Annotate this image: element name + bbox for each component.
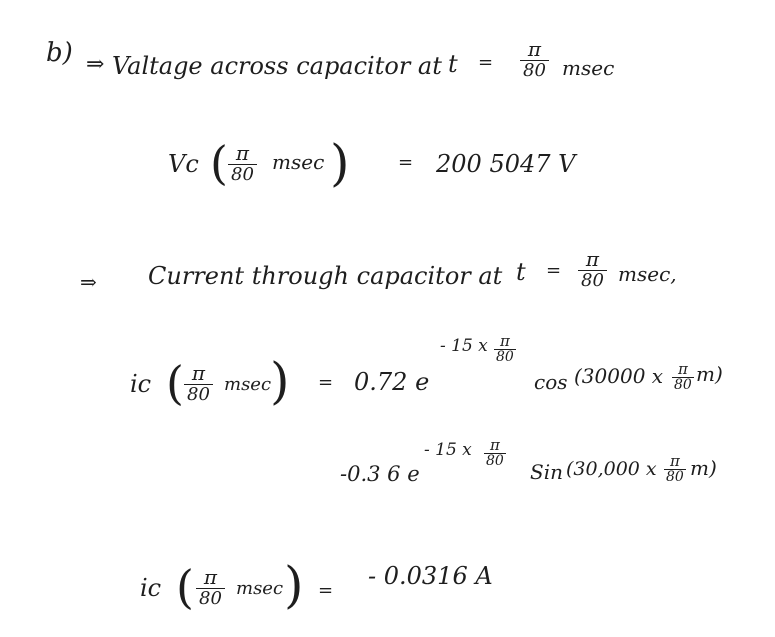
time-fraction [578,248,607,291]
sin-coefficient: -0.3 6 e [340,462,420,486]
voltage-heading-text: Valtage across capacitor at [112,52,442,80]
fraction-numerator: π [677,360,688,378]
fraction-numerator: π [191,361,206,385]
fraction-numerator: π [203,565,218,589]
exponent-fraction [494,334,516,364]
fraction-denominator: 80 [674,377,692,393]
exponent-prefix: - 15 x [424,440,472,460]
open-paren: ( [166,356,184,410]
fraction-denominator: 80 [666,469,684,485]
fraction-numerator: π [669,452,680,470]
cos-argument-suffix: m) [696,362,723,386]
vc-time-fraction [228,142,257,185]
fraction-denominator: 80 [184,384,213,405]
voltage-value: 200 5047 V [436,150,576,178]
time-variable: t [448,50,458,78]
current-value: - 0.0316 A [368,562,493,590]
sin-argument-prefix: (30,000 x [566,458,657,480]
fraction-denominator: 80 [520,60,549,81]
fraction-numerator: π [499,332,510,350]
cos-argument-prefix: (30000 x [574,364,664,388]
fraction-denominator: 80 [486,453,504,469]
open-paren: ( [210,136,228,190]
implies-arrow-icon: ⇒ [86,52,105,77]
close-paren: ) [284,556,304,614]
exponent-fraction [484,438,506,468]
ic-time-fraction [196,566,225,609]
open-paren: ( [176,560,194,614]
cos-coefficient: 0.72 e [354,368,430,396]
sin-argument-suffix: m) [690,456,717,480]
ic-time-unit: msec [224,374,272,395]
implies-arrow-icon: ⇒ [80,270,97,294]
exponent-prefix: - 15 x [440,336,488,356]
time-unit: msec, [618,262,677,286]
ic-symbol: ic [140,574,162,602]
fraction-denominator: 80 [578,270,607,291]
time-fraction [520,38,549,81]
current-heading-text: Current through capacitor at [148,262,503,290]
equals-sign: = [318,580,334,601]
cos-argument-fraction [672,362,694,392]
sin-function: Sin [530,460,563,484]
ic-symbol: ic [130,370,152,398]
sin-argument-fraction [664,454,686,484]
fraction-numerator: π [585,247,600,271]
vc-symbol: Vc [168,150,199,178]
part-label: b) [46,38,73,68]
equals-sign: = [546,260,562,281]
equals-sign: = [318,372,334,393]
time-variable: t [516,258,526,286]
close-paren: ) [330,134,350,192]
time-unit: msec [562,56,615,80]
fraction-numerator: π [235,141,250,165]
equals-sign: = [398,152,414,173]
fraction-numerator: π [489,436,500,454]
ic-time-unit: msec [236,578,284,599]
close-paren: ) [270,352,290,410]
vc-time-unit: msec [272,150,325,174]
cos-function: cos [534,370,568,394]
ic-time-fraction [184,362,213,405]
fraction-denominator: 80 [196,588,225,609]
fraction-numerator: π [527,37,542,61]
equals-sign: = [478,52,494,73]
fraction-denominator: 80 [496,349,514,365]
fraction-denominator: 80 [228,164,257,185]
